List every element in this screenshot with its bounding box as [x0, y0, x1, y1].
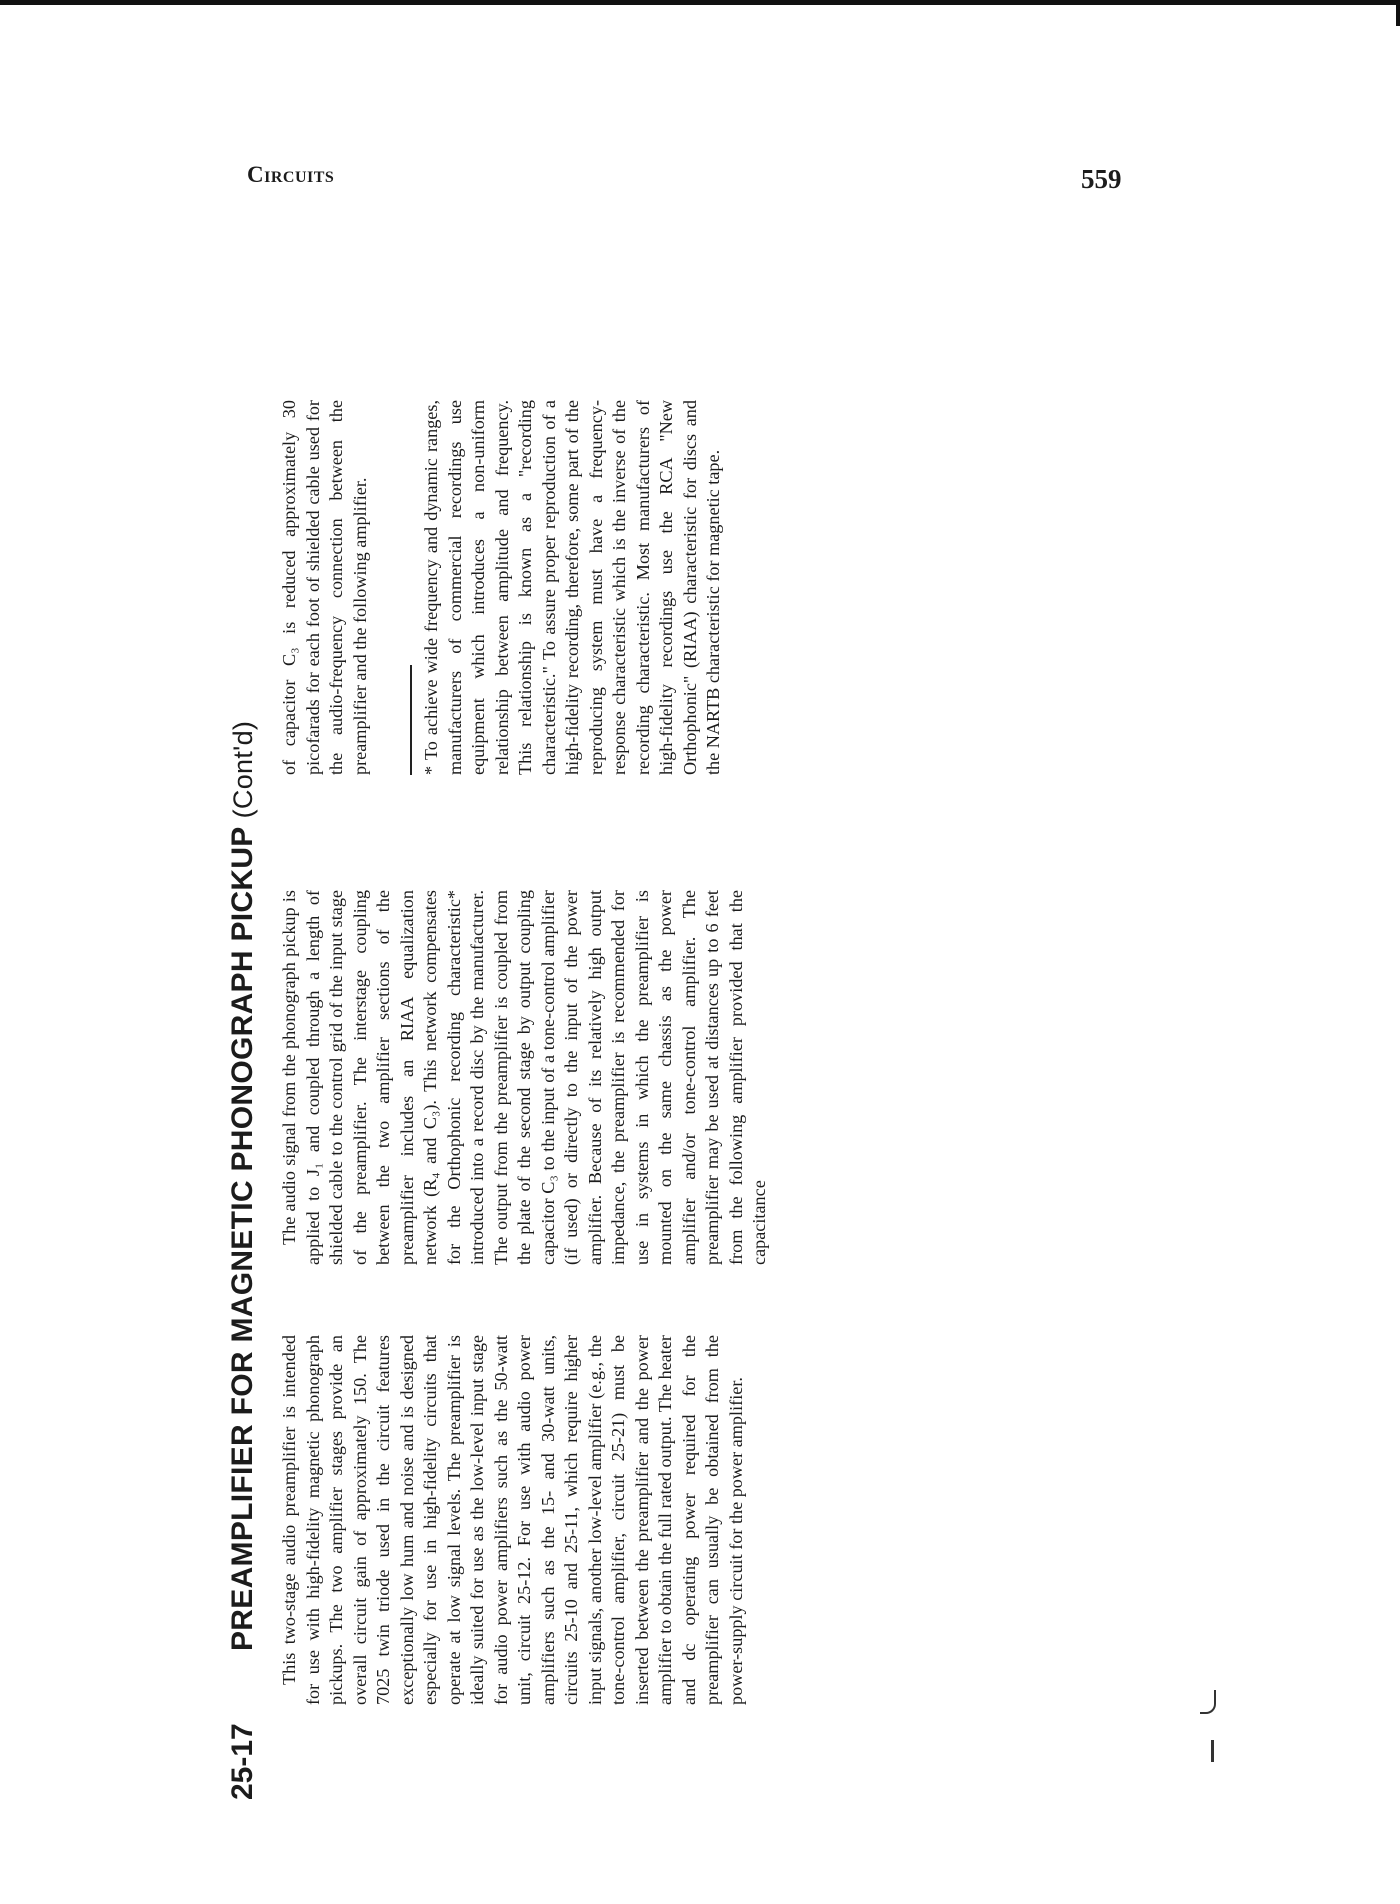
page-number: 559 [1081, 164, 1122, 194]
paragraph-signal-path: The audio signal from the phonograph pickup is applied to J₁ and coupled through a length of shielded cable to the control grid of the input stage of the preamplifier. The interstage coupling between the two amplifier sections of the preamplifier includes an RIAA equalization network (R₄ and C₃). This network compensates for the Orthophonic recording characteristic* introduced into a record disc by the manufacturer. The output from the preamplifier is coupled from the plate of the second stage by output coupling capacitor C₃ to the input of a tone-control amplifier (if used) or directly to the input of the power amplifier. Because of its relatively high output impedance, the preamplifier is recommended for use in systems in which the preamplifier is mounted on the same chassis as the power amplifier and/or tone-control amplifier. The preamplifier may be used at distances up to 6 feet from the following amplifier provided that the capacitance [279, 890, 769, 1265]
section-number: 25-17 [226, 1723, 259, 1800]
right-page-border [1396, 0, 1400, 26]
top-page-border [0, 0, 1400, 5]
footnote: * To achieve wide frequency and dynamic ranges, manufacturers of commercial recordings use equipment which introduces a non-uniform relationship between amplitude and frequency. This relationship is known as a "recording characteristic." To assure proper reproduction of a high-fidelity recording, therefore, some part of the reproducing system must have a frequency-response characteristic which is the inverse of the recording characteristic. Most manufacturers of high-fidelity recordings use the RCA "New Orthophonic" (RIAA) characteristic for discs and the NARTB characteristic for magnetic tape. [421, 400, 723, 775]
text-column-3 [278, 400, 726, 775]
paragraph-intro: This two-stage audio preamplifier is intended for use with high-fidelity magnetic phonograph pickups. The two amplifier stages provide an overall circuit gain of approximately 150. The 7025 twin triode used in the circuit features exceptionally low hum and noise and is designed especially for use in high-fidelity circuits that operate at low signal levels. The preamplifier is ideally suited for use as the low-level input stage for audio power amplifiers such as the 50-watt unit, circuit 25-12. For use with audio power amplifiers such as the 15- and 30-watt units, circuits 25-10 and 25-11, which require higher input signals, another low-level amplifier (e.g., the tone-control amplifier, circuit 25-21) must be inserted between the preamplifier and the power amplifier to obtain the full rated output. The heater and dc operating power required for the preamplifier can usually be obtained from the power-supply circuit for the power amplifier. [279, 1335, 746, 1705]
running-head: Circuits [247, 162, 335, 187]
pen-mark [1200, 1690, 1216, 1714]
section-title-text: PREAMPLIFIER FOR MAGNETIC PHONOGRAPH PICKUP [226, 826, 259, 1651]
text-column-2 [278, 890, 772, 1265]
rotated-article [220, 210, 1080, 1800]
section-heading [220, 210, 270, 1800]
paragraph-continuation: of capacitor C₃ is reduced approximately 30 picofarads for each foot of shielded cable used for the audio-frequency connection between the preamplifier and the following amplifier. [279, 400, 370, 775]
text-column-1 [278, 1335, 748, 1705]
stray-mark [1211, 1740, 1214, 1762]
section-title-suffix: (Cont'd) [228, 720, 258, 819]
section-title [226, 721, 260, 1651]
footnote-divider [410, 665, 412, 775]
